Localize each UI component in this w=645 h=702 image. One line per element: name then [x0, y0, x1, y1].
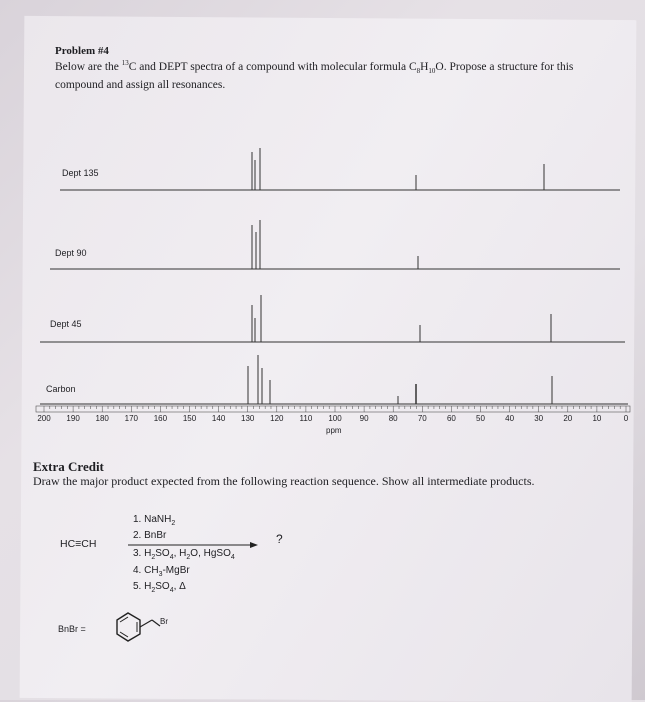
bnbr-definition: BnBr = [58, 624, 86, 634]
axis-tick-label: 120 [270, 414, 284, 423]
axis-tick-label: 130 [241, 414, 255, 423]
axis-tick-label: 20 [563, 414, 573, 423]
axis-tick-label: 190 [66, 414, 80, 423]
axis-tick-label: 110 [299, 414, 313, 423]
axis-tick-label: 50 [476, 414, 485, 423]
axis-tick-label: 150 [182, 414, 197, 423]
axis-tick-label: 160 [153, 414, 168, 423]
axis-tick-label: 30 [534, 414, 544, 423]
dept135-label: Dept 135 [62, 168, 99, 178]
problem-text: Below are the $^{13}$C and DEPT spectra of a compound with molecular formula $C_8H_{10}O$. Propose a structure for this compound and assign all resonances. [55, 59, 574, 92]
starting-material: HC≡CH [60, 538, 97, 550]
extra-credit-title: Extra Credit [33, 459, 104, 474]
axis-tick-label: 170 [124, 414, 138, 423]
reaction-step-3: 3. $H_2SO_4$, $H_2O$, HgSO$_4$ [133, 548, 235, 561]
problem-title: Problem #4 [55, 45, 109, 57]
reaction-step-5: 5. $H_2SO_4$, Δ [133, 581, 186, 594]
axis-tick-label: 70 [417, 414, 427, 423]
axis-tick-label: 180 [95, 414, 109, 423]
axis-tick-label: 0 [623, 414, 629, 423]
axis-tick-label: 200 [37, 414, 51, 423]
product-question: ? [276, 532, 283, 546]
extra-credit-text: Draw the major product expected from the following reaction sequence. Show all intermediate products. [33, 474, 535, 488]
axis-tick-label: 140 [211, 414, 226, 423]
carbon-label: Carbon [46, 384, 76, 394]
dept45-label: Dept 45 [50, 319, 82, 329]
axis-tick-label: 60 [446, 414, 456, 423]
axis-unit: ppm [326, 426, 342, 435]
axis-tick-label: 90 [359, 414, 369, 423]
axis-tick-label: 80 [388, 414, 398, 423]
axis-tick-label: 40 [505, 414, 515, 423]
reaction-step-4: 4. $CH_3$-MgBr [133, 565, 190, 578]
reaction-step-2: 2. BnBr [133, 530, 167, 541]
dept90-label: Dept 90 [55, 248, 87, 258]
bromine-label: Br [160, 617, 168, 626]
reaction-step-1: 1. NaNH$_2$ [133, 514, 176, 527]
axis-tick-label: 100 [328, 414, 342, 423]
axis-tick-label: 10 [592, 414, 602, 423]
